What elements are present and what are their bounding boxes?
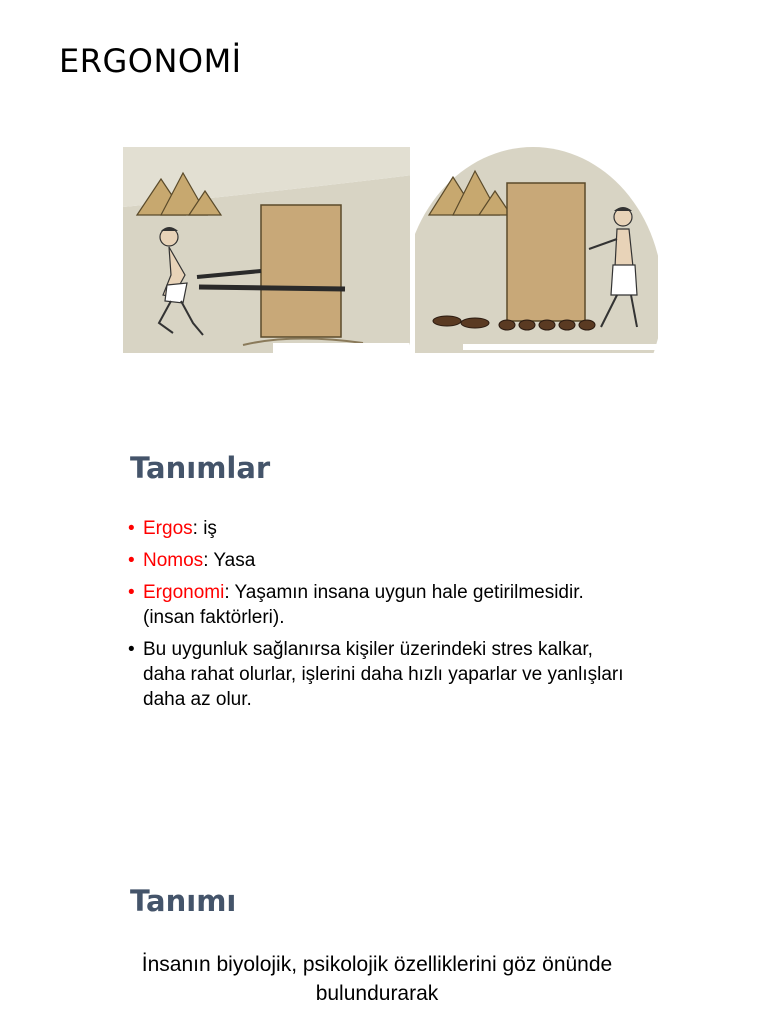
definition-text: Bu uygunluk sağlanırsa kişiler üzerindeki stres kalkar, daha rahat olurlar, işlerini daha hızlı yaparlar ve yanlışları daha az olur. xyxy=(143,639,624,710)
bullet: • xyxy=(128,639,135,660)
bullet: • xyxy=(128,582,135,603)
page-title: ERGONOMİ xyxy=(59,42,242,80)
definitions-list xyxy=(128,516,628,719)
list-item xyxy=(128,516,628,541)
list-item xyxy=(128,580,628,630)
bullet: • xyxy=(128,550,135,571)
list-item xyxy=(128,548,628,573)
definition-text: Yasa xyxy=(213,550,256,571)
definition-line: İnsanın biyolojik, psikolojik özelliklerini göz önünde xyxy=(141,953,613,976)
list-item xyxy=(128,637,628,712)
separator: : xyxy=(224,582,235,603)
definitions-heading: Tanımlar xyxy=(130,451,271,485)
egyptian-stone-illustration xyxy=(123,147,658,353)
separator: : xyxy=(192,518,204,539)
left-panel xyxy=(123,147,413,353)
definition-line: bulundurarak xyxy=(315,982,439,1005)
term: Ergonomi xyxy=(143,582,225,603)
term: Nomos xyxy=(143,550,204,571)
definition-text: Yaşamın insana uygun hale getirilmesidir. (insan faktörleri). xyxy=(143,582,584,628)
stone-block-left xyxy=(261,205,341,337)
definition-heading: Tanımı xyxy=(130,884,237,918)
definition-body xyxy=(140,950,614,1008)
bullet: • xyxy=(128,518,135,539)
definition-text: iş xyxy=(203,518,217,539)
separator: : xyxy=(203,550,214,571)
stone-block-right xyxy=(507,183,585,321)
term: Ergos xyxy=(143,518,193,539)
